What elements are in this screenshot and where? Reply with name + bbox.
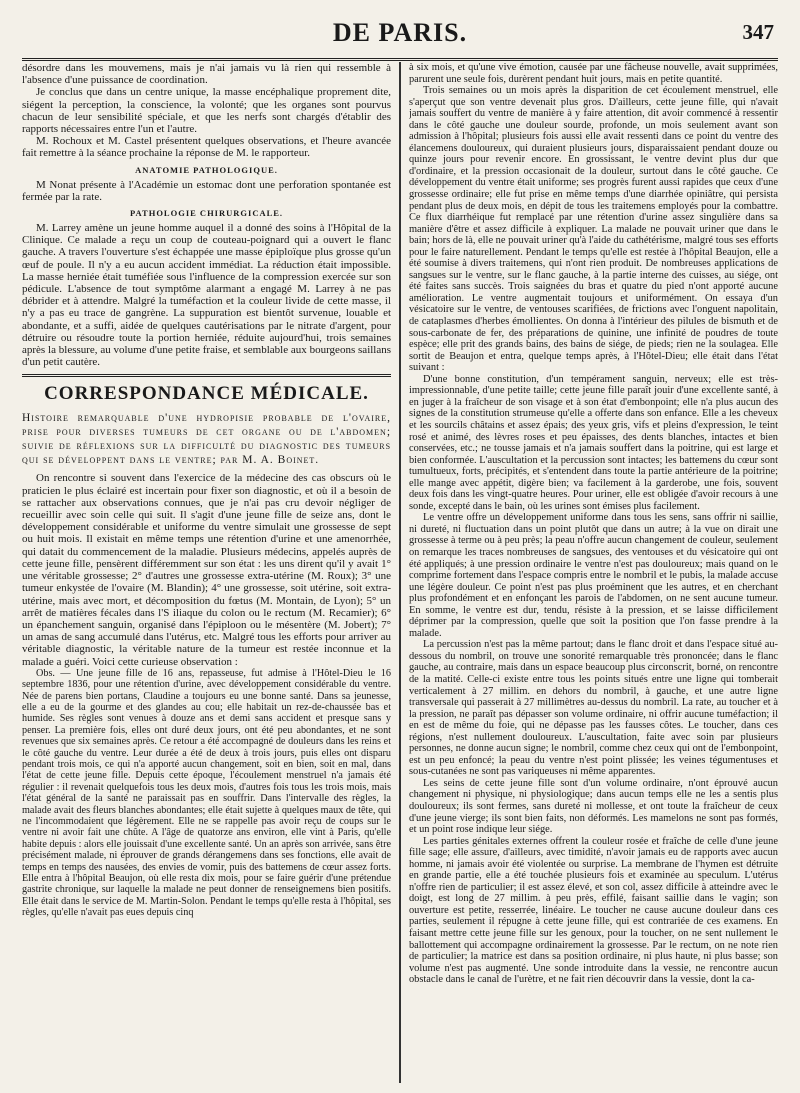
paragraph: M. Rochoux et M. Castel présentent quelques observations, et l'heure avancée fait remettre à la séance prochaine la réponse de M. le rapporteur. — [22, 135, 392, 160]
header-rule — [22, 58, 778, 61]
column-divider — [399, 62, 401, 1083]
paragraph: On rencontre si souvent dans l'exercice de la médecine des cas obscurs où le praticien le plus éclairé est incertain pour fixer son diagnostic, et où il a besoin de se rattacher aux observations connues, que je n'ai pas cru devoir négliger de recueillir avec soin celle qui suit. Il s'agit d'une jeune fille de seize ans, dont le développement considérable et uniforme du ventre simulait une grossesse de sept ou huit mois. Il existait en même temps une rétention d'urine et une amenorrhée, qui datait du commencement de la maladie. Plusieurs médecins, appelés auprès de cette jeune fille, pensèrent différemment sur son état : les uns dirent qu'il y avait 1° une véritable grossesse; 2° d'autres une grossesse extra-utérine (M. Roux); 3° une tumeur enkystée de l'ovaire (M. Blandin); 4° une grossesse, soit utérine, soit extra-utérine, mais avec mort, et décomposition du fœtus (M. Montain, de Lyon); 5° un arrêt de matières fécales dans l'S iliaque du colon ou le rectum (M. Recamier); 6° un épanchement sanguin, organisé dans l'épiploon ou le mésentère (M. Jobert); 7° un amas de sang accumulé dans l'utérus, etc. Malgré tous les efforts pour arriver au véritable diagnostic, la véritable nature de la tumeur est restée inconnue et la malade a guéri. Voici cette curieuse observation : — [22, 472, 392, 668]
paragraph: Les parties génitales externes offrent la couleur rosée et fraîche de celle d'une jeune fille sage; elle assure, d'ailleurs, avec timidité, n'avoir jamais eu de rapports avec aucun homme, ni jamais avoir été violentée ou surprise. La membrane de l'hymen est détruite en grande partie, elle a été touchée plusieurs fois et examinée au speculum. L'utérus n'offre rien de particulier; il est assez élevé, et son col, assez difficile à atteindre avec le doigt, est long de 27 millim. à peu près, effilé, faisant saillie dans le vagin; son ouverture est petite, resserrée, linéaire. Le toucher ne cause aucune douleur dans ces parties, seulement il répugne à cette jeune fille, qui est contrariée de ces examens. En faisant mettre cette jeune fille sur les genoux, pour la toucher, on ne sent nullement le ballottement qui accompagne ordinairement la grossesse. Par le rectum, on ne note rien de particulier; la matrice est dans sa position ordinaire, ni plus haute, ni plus basse; son volume n'est pas augmenté. Une sonde introduite dans la vessie, ne rencontre aucun obstacle dans le canal de l'urètre, et ne fait rien découvrir dans la vessie, dont la ca- — [408, 835, 778, 986]
observation-paragraph: Obs. — Une jeune fille de 16 ans, repasseuse, fut admise à l'Hôtel-Dieu le 16 septembre 1836, pour une rétention d'urine, avec développement considérable du ventre. Née de parens bien portans, Claudine a toujours eu une bonne santé. Dans sa jeunesse, elle a eu de la gourme et des glandes au cou; elle habitait un rez-de-chaussée bas et humide. Ses règles sont venues à douze ans et demi sans accident et presque sans y penser. La première fois, elles ont duré deux jours, ont été peu abondantes, et ne sont revenues que six semaines après. Ce retour a été accompagné de douleurs dans les reins et le côté gauche du ventre. Leur durée a été de deux à trois jours, puis elles ont disparu pendant trois mois, ce qui n'a apporté aucun changement, soit en bien, soit en mal, dans l'état de cette jeune fille. Depuis cette époque, l'écoulement menstruel n'a jamais été régulier : il revenait quelquefois tous les deux mois, d'autres fois tous les trois mois, mais l'état général de la santé ne paraissait pas en souffrir. Dans l'intervalle des règles, la malade avait des fleurs blanches abondantes; elle était sujette à quelques maux de tête, qui ne l'incommodaient que légèrement. Elle ne se rappelle pas avoir reçu de coups sur le ventre ni avoir fait une chûte. A l'âge de quatorze ans environ, elle vint à Paris, qu'elle habite depuis : alors elle jouissait d'une excellente santé. Un an après son arrivée, sans être précisément malade, ni éprouver de grands dérangemens dans ses fonctions, elle avait de temps en temps des nausées, des envies de vomir, puis des battemens de cœur assez forts. Elle entra à l'hôpital Beaujon, où elle resta dix mois, pour se faire guérir d'une prétendue gastrite chronique, sur laquelle la malade ne peut donner de renseignemens bien positifs. Elle était dans le service de M. Martin-Solon. Pendant le temps qu'elle resta à l'hôpital, ses règles, qu'elle n'avait pas eues depuis cinq — [22, 667, 392, 919]
paragraph: M. Larrey amène un jeune homme auquel il a donné des soins à l'Hôpital de la Clinique. Ce malade a reçu un coup de couteau-poignard qui a ouvert le flanc gauche. A travers l'ouverture s'est échappée une masse épiploïque plus grosse qu'un œuf de poule. Il n'y a eu aucun accident immédiat. La réduction était impossible. La masse herniée était tuméfiée sous l'influence de la compression exercée sur son pédicule. L'absence de tout symptôme alarmant a engagé M. Larrey à ne pas débrider et à attendre. Malgré la tuméfaction et la couleur livide de cette masse, il n'y a pas eu trace de gangrène. La suppuration est bientôt survenue, louable et abondante, et a suffi, aidée de quelques cautérisations par le nitrate d'argent, pour détruire ou résoudre toute la portion herniée, réduite aujourd'hui, trois semaines après la blessure, au volume d'une petite fraise, et semblable aux bourgeons saillans d'un petit cautère. — [22, 222, 392, 369]
section-title: CORRESPONDANCE MÉDICALE. — [44, 383, 369, 405]
paragraph: Trois semaines ou un mois après la disparition de cet écoulement menstruel, elle s'aperçut que son ventre devenait plus gros. D'ailleurs, cette jeune fille, qui n'avait jamais souffert du ventre de manière à y faire attention, dit avoir commencé à ressentir dans le côté gauche une douleur sourde, profonde, un mois seulement avant son admission à l'hôpital; plusieurs fois aussi elle avait ressenti dans ce point du ventre des élancemens douloureux, qui duraient plusieurs jours, disparaissaient pendant douze ou quinze jours pour revenir encore. En grossissant, le ventre devint plus dur que d'ordinaire, et la pression occasionait de la douleur, surtout dans le côté gauche. Ce développement du ventre était uniforme; ses progrès furent aussi rapides que ceux d'une grossesse ordinaire; elle fut prise en même temps d'une diarrhée opiniâtre, qui persista pendant plus de deux mois, en dépit de tous les traitemens employés pour la combattre. Ce flux diarrhéique fut remplacé par une rétention d'urine assez singulière dans sa manière d'être et assez difficile à expliquer. La malade ne pouvait uriner que dans le bain; hors de là, elle ne pouvait uriner qu'à l'aide du cathétérisme, malgré tous ses efforts pour le faire naturellement. Pendant le temps qu'elle est restée à l'hôpital Beaujon, elle a été soumise à divers traitemens, qui n'ont rien produit. De nombreuses applications de sangsues sur le ventre, sur le flanc gauche, à la partie interne des cuisses, au siége, ont été faites sans succès. Trois saignées du bras et quatre du pied n'ont apporté aucune amélioration. Le ventre augmentait toujours et uniformément. On essaya d'un vésicatoire sur le ventre, de ventouses scarifiées, de frictions avec l'onguent napolitain, de cataplasmes d'herbes émollientes. On donna à l'intérieur des pilules de bismuth et de sous-carbonate de fer, des préparations de quinine, une infinité de poudres de toute espèce; elle prit des grands bains, des bains de siége, de pieds; rien ne la soulagea. Elle sortit de Beaujon et entra, quelque temps après, à l'Hôtel-Dieu; elle était dans l'état suivant : — [408, 85, 778, 374]
right-column — [409, 62, 778, 1083]
running-title: DE PARIS. — [332, 18, 468, 47]
paragraph: D'une bonne constitution, d'un tempérament sanguin, nerveux; elle est très-impressionnable, d'une petite taille; cette jeune fille paraît jouir d'une excellente santé, à en juger à la fraîcheur de son visage et à son état d'embonpoint; elle n'a plus aucun des signes de la constitution strumeuse qu'elle a offerte dans son enfance. Elle a les cheveux et les sourcils châtains et assez épais; des yeux gris, vifs et pleins d'expression, le teint rosé et animé, des lèvres roses et peu épaisses, des dents blanches, intactes et bien conservées, etc.; ne tousse jamais et n'a jamais souffert dans la poitrine, qui est large et bien conformée. L'auscultation et la percussion sont intactes; les battemens du cœur sont tumultueux, forts, précipités, et s'entendent dans toute la partie antérieure de la poitrine; elle mange avec appétit, digère bien; va facilement à la garderobe, une fois, souvent deux fois dans les vingt-quatre heures. Pour uriner, elle est obligée d'avoir recours à une sonde, excepté dans le bain, où les urines sont émises plus facilement. — [408, 373, 778, 512]
paragraph: Je conclus que dans un centre unique, la masse encéphalique proprement dite, siégent la perception, la conscience, la volonté; que les organes sont pourvus chacun de leur sensibilité spéciale, et que les nerfs sont chargés d'établir des rapports nécessaires entre l'un et l'autre. — [22, 86, 392, 136]
section-heading-anatomy: ANATOMIE PATHOLOGIQUE. — [135, 164, 278, 175]
paragraph: La percussion n'est pas la même partout; dans le flanc droit et dans l'espace situé au-dessous du nombril, on trouve une sonorité remarquable très prononcée; dans le flanc gauche, au contraire, mais dans un espace beaucoup plus circonscrit, borné, on rencontre de la matité. Celle-ci existe entre tous les points situés entre une ligne qui tomberait verticalement à 27 millim. en dehors du nombril, à gauche, et une autre ligne transversale qui passerait à 27 millimètres au-dessus du nombril. La rate, au toucher et à la pression, ne paraît pas dépasser son volume ordinaire, ni offrir aucune tuméfaction; il en est de même du foie, qui ne dépasse pas les fausses côtes. Le toucher, dans ces régions, n'est nullement douloureux. L'auscultation, faite avec soin par plusieurs personnes, ne donne aucun signe; le nombril, comme chez ceux qui ont de l'embonpoint, est un peu enfoncé; la peau du ventre n'est point plissée; les veines tégumentuses et sous-cutanées ne sont pas variqueuses ni même apparentes. — [408, 639, 778, 778]
paragraph: Les seins de cette jeune fille sont d'un volume ordinaire, n'ont éprouvé aucun changement ni physique, ni physiologique; dans aucun temps elle ne les a sentis plus douloureux; ils sont fermes, sans dureté ni mollesse, et ont toute la fraîcheur de ceux d'une jeune vierge; ils sont bien faits, non déformés. Les mamelons ne sont pas formés, et un point rose indique leur siége. — [408, 777, 778, 836]
section-rule — [22, 374, 391, 377]
paragraph: Le ventre offre un développement uniforme dans tous les sens, sans offrir ni saillie, ni dureté, ni fluctuation dans un point plutôt que dans un autre; à la vue on dirait une grossesse à terme ou à peu près; la peau n'offre aucun changement de couleur, seulement on remarque les traces nombreuses de sangsues, des ventouses et du vésicatoire qui ont été appliqués; à une pression ordinaire le ventre n'est pas douloureux; mais quand on le comprime fortement dans l'espace compris entre le nombril et le pubis, la malade accuse une légère douleur. Ce point n'est pas plus proéminent que les autres, et en cherchant plus profondément et en enfonçant les parois de l'abdomen, on ne sent aucune tumeur. En somme, le ventre est dur, tendu, résiste à la pression, et se laisse difficilement déprimer par la compression, quelle que soit la position que l'on fasse prendre à la malade. — [408, 512, 778, 639]
page-number: 347 — [742, 20, 774, 44]
page-header — [22, 14, 778, 54]
left-column — [22, 62, 391, 1083]
article-title: Histoire remarquable d'une hydropisie probable de l'ovaire, prise pour diverses tumeurs de cet organe ou de l'abdomen; suivie de réflexions sur la difficulté du diagnostic des tumeurs qui se développent dans le ventre; par M. A. Boinet. — [22, 412, 392, 467]
paragraph: à six mois, et qu'une vive émotion, causée par une fâcheuse nouvelle, avait supprimées, parurent une seule fois, durèrent pendant huit jours, mais en petite quantité. — [408, 62, 778, 85]
paragraph: désordre dans les mouvemens, mais je n'ai jamais vu là rien qui ressemble à l'absence d'une puissance de coordination. — [22, 62, 392, 87]
paragraph: M Nonat présente à l'Académie un estomac dont une perforation spontanée est fermée par la rate. — [22, 178, 392, 203]
section-heading-surgery: PATHOLOGIE CHIRURGICALE. — [129, 208, 284, 219]
two-column-body — [22, 62, 778, 1083]
